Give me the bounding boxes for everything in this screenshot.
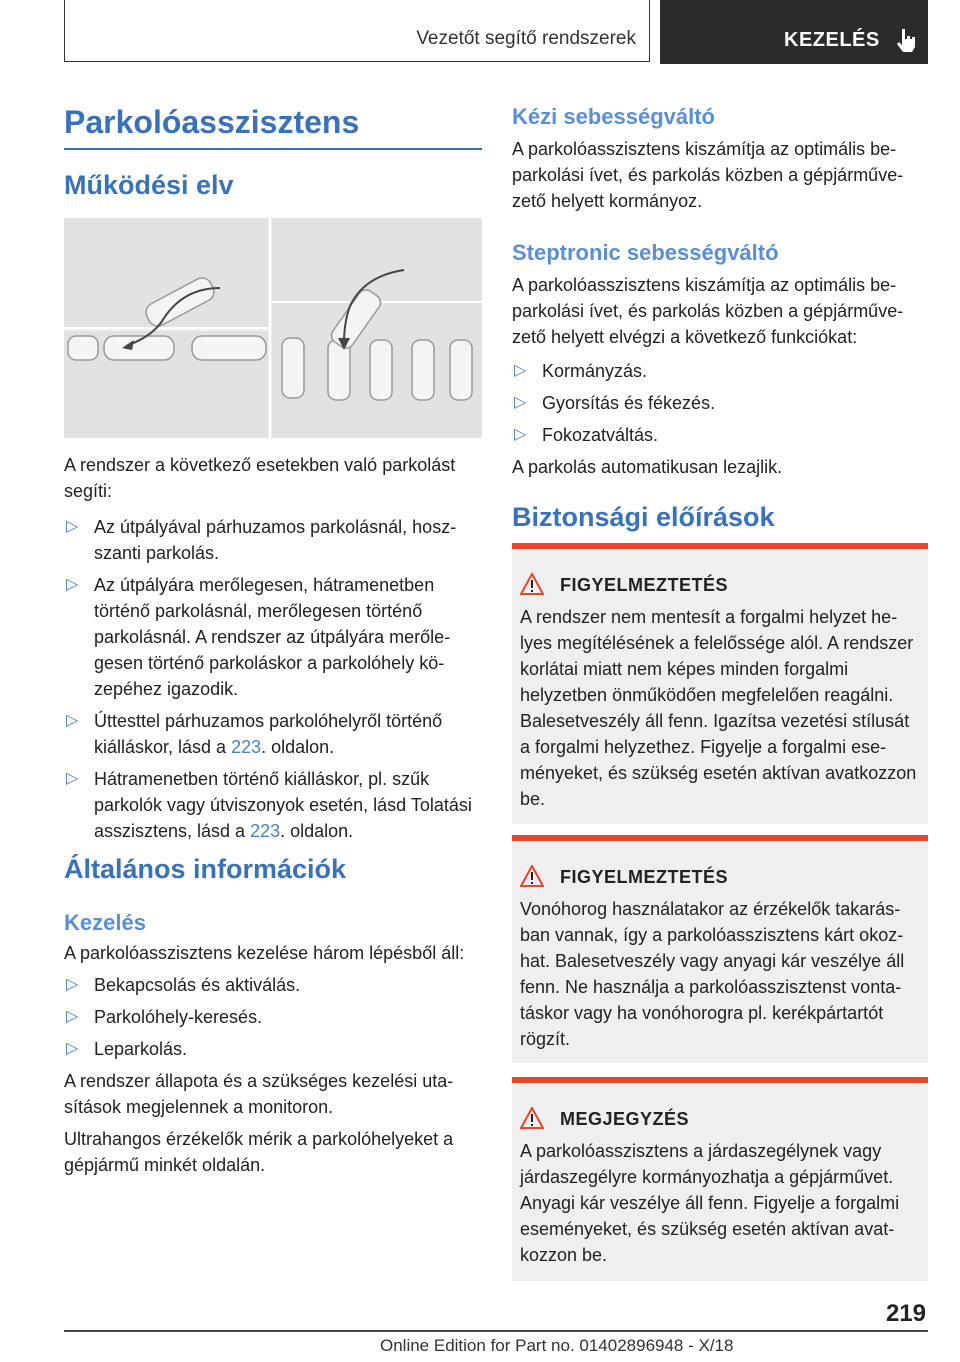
triangle-bullet-icon: ▷ <box>66 518 79 535</box>
list-item: ▷ Az útpályára merőlegesen, hátramenetben történő parkolásnál, merőlegesen történő parkolásnál. A rendszer az útpályára merőlegesen történő parkoláskor a parkolóhely közepéhez igazodik. <box>64 572 482 702</box>
heading-general: Általános információk <box>64 854 347 884</box>
footer-edition: Online Edition for Part no. 01402896948 - X/18 <box>380 1336 734 1355</box>
heading-safety: Biztonsági előírások <box>512 502 775 532</box>
list-item: ▷ Parkolóhely-keresés. <box>64 1004 482 1030</box>
intro-text: A rendszer a következő esetekben való parkolást segíti: <box>64 455 456 501</box>
warning-triangle-icon <box>520 573 544 595</box>
header-section-title: Vezetőt segítő rendszerek <box>416 28 636 49</box>
auto-text: A parkolás automatikusan lezajlik. <box>512 457 783 477</box>
triangle-bullet-icon: ▷ <box>514 426 527 443</box>
warning-title: FIGYELMEZTETÉS <box>560 867 729 887</box>
triangle-bullet-icon: ▷ <box>514 362 527 379</box>
parking-illustration <box>64 218 482 438</box>
page-number: 219 <box>885 1300 926 1327</box>
header-tab[interactable] <box>660 0 928 64</box>
warning-triangle-icon <box>520 1107 544 1129</box>
triangle-bullet-icon: ▷ <box>66 1040 79 1057</box>
triangle-bullet-icon: ▷ <box>66 1008 79 1025</box>
heading-steptronic: Steptronic sebességváltó <box>512 240 779 265</box>
note-text: A parkolóasszisztens a járdaszegélynek vagy járdaszegélyre kormányozhatja a gépjárművet. Anyagi kár veszélye áll fenn. Figyelje a forgalmi eseményeket, és szükség esetén aktívan avatkozzon be. <box>520 1141 900 1265</box>
list-item: ▷ Leparkolás. <box>64 1036 482 1062</box>
page-link[interactable]: 223 <box>231 737 262 757</box>
triangle-bullet-icon: ▷ <box>514 394 527 411</box>
steps-list <box>64 972 482 1062</box>
list-item: ▷ Gyorsítás és fékezés. <box>512 390 928 416</box>
triangle-bullet-icon: ▷ <box>66 712 79 729</box>
heading-manual: Kézi sebességváltó <box>512 104 715 129</box>
page-link[interactable]: 223 <box>250 821 281 841</box>
triangle-bullet-icon: ▷ <box>66 576 79 593</box>
heading-principle: Működési elv <box>64 170 234 200</box>
warning-box <box>512 543 928 824</box>
list-item: ▷ Hátramenetben történő kiálláskor, pl. szűk parkolók vagy útviszonyok esetén, lásd Tolatási asszisztens, lásd a 223. oldalon. <box>64 766 482 844</box>
heading-operation: Kezelés <box>64 910 146 935</box>
triangle-bullet-icon: ▷ <box>66 770 79 787</box>
sensor-text: Ultrahangos érzékelők mérik a parkolóhelyeket a gépjármű minkét oldalán. <box>64 1129 454 1175</box>
list-item: ▷ Fokozatváltás. <box>512 422 928 448</box>
title-rule <box>64 148 482 150</box>
note-box <box>512 1077 928 1281</box>
note-title: MEGJEGYZÉS <box>560 1109 690 1129</box>
list-item: ▷ Kormányzás. <box>512 358 928 384</box>
warning-box <box>512 835 928 1063</box>
list-item: ▷ Úttesttel párhuzamos parkolóhelyről történő kiálláskor, lásd a 223. oldalon. <box>64 708 482 760</box>
warning-title: FIGYELMEZTETÉS <box>560 575 729 595</box>
steptronic-text: A parkolóasszisztens kiszámítja az optimális beparkolási ívet, és parkolás közben a gépjárművezető helyett elvégzi a következő funkciókat: <box>512 275 904 347</box>
cases-list <box>64 514 482 844</box>
warning-text: Vonóhorog használatakor az érzékelők takarásban vannak, így a parkolóasszisztens kárt okozhat. Balesetveszély vagy anyagi kár veszélye áll fenn. Ne használja a parkolóasszisztenst vontatáskor vagy ha vonóhorogra pl. kerékpártartót rögzít. <box>520 899 905 1049</box>
header-tab-label: KEZELÉS <box>784 29 880 51</box>
page-title: Parkolóasszisztens <box>64 104 360 140</box>
list-item: ▷ Bekapcsolás és aktiválás. <box>64 972 482 998</box>
footer-rule <box>64 1330 928 1332</box>
manual-text: A parkolóasszisztens kiszámítja az optimális beparkolási ívet, és parkolás közben a gépjárművezető helyett kormányoz. <box>512 139 904 211</box>
operation-intro: A parkolóasszisztens kezelése három lépésből áll: <box>64 943 465 963</box>
functions-list <box>512 358 928 448</box>
warning-text: A rendszer nem mentesít a forgalmi helyzet helyes megítélésének a felelőssége alól. A rendszer korlátai miatt nem képes minden forgalmi helyzetben önműködően megfelelően reagálni. Balesetveszély áll fenn. Igazítsa vezetési stílusát a forgalmi helyzethez. Figyelje a forgalmi eseményeket, és szükség esetén aktívan avatkozzon be. <box>520 607 917 809</box>
status-text: A rendszer állapota és a szükséges kezelési utasítások megjelennek a monitoron. <box>64 1071 454 1117</box>
triangle-bullet-icon: ▷ <box>66 976 79 993</box>
list-item: ▷ Az útpályával párhuzamos parkolásnál, hoszszanti parkolás. <box>64 514 482 566</box>
hand-pointer-icon <box>896 27 918 53</box>
warning-triangle-icon <box>520 865 544 887</box>
